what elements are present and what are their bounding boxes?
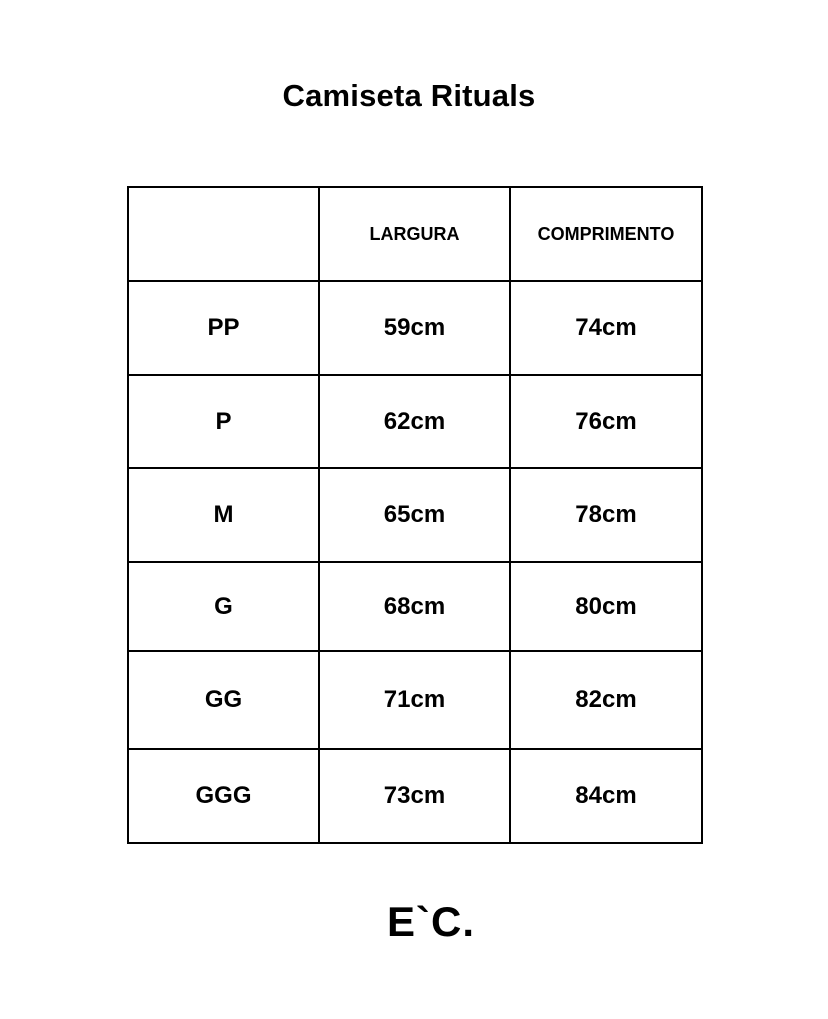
largura-cell: 73cm	[319, 749, 510, 843]
table-header-row	[128, 187, 702, 281]
table-row	[128, 468, 702, 562]
comprimento-cell: 74cm	[510, 281, 702, 375]
size-cell: GGG	[128, 749, 319, 843]
size-cell: G	[128, 562, 319, 651]
largura-cell: 59cm	[319, 281, 510, 375]
table-row	[128, 562, 702, 651]
table-row	[128, 281, 702, 375]
table-row	[128, 375, 702, 468]
size-chart-table	[127, 186, 703, 844]
header-cell-largura: LARGURA	[319, 187, 510, 281]
comprimento-cell: 84cm	[510, 749, 702, 843]
size-cell: GG	[128, 651, 319, 749]
header-cell-comprimento: COMPRIMENTO	[510, 187, 702, 281]
largura-cell: 71cm	[319, 651, 510, 749]
largura-cell: 68cm	[319, 562, 510, 651]
size-cell: P	[128, 375, 319, 468]
largura-cell: 62cm	[319, 375, 510, 468]
table-row	[128, 651, 702, 749]
comprimento-cell: 76cm	[510, 375, 702, 468]
table-row	[128, 749, 702, 843]
page-title: Camiseta Rituals	[282, 78, 536, 113]
size-cell: PP	[128, 281, 319, 375]
comprimento-cell: 82cm	[510, 651, 702, 749]
brand-logo-text: E`C.	[387, 898, 475, 945]
largura-cell: 65cm	[319, 468, 510, 562]
comprimento-cell: 80cm	[510, 562, 702, 651]
header-cell-size	[128, 187, 319, 281]
size-cell: M	[128, 468, 319, 562]
comprimento-cell: 78cm	[510, 468, 702, 562]
